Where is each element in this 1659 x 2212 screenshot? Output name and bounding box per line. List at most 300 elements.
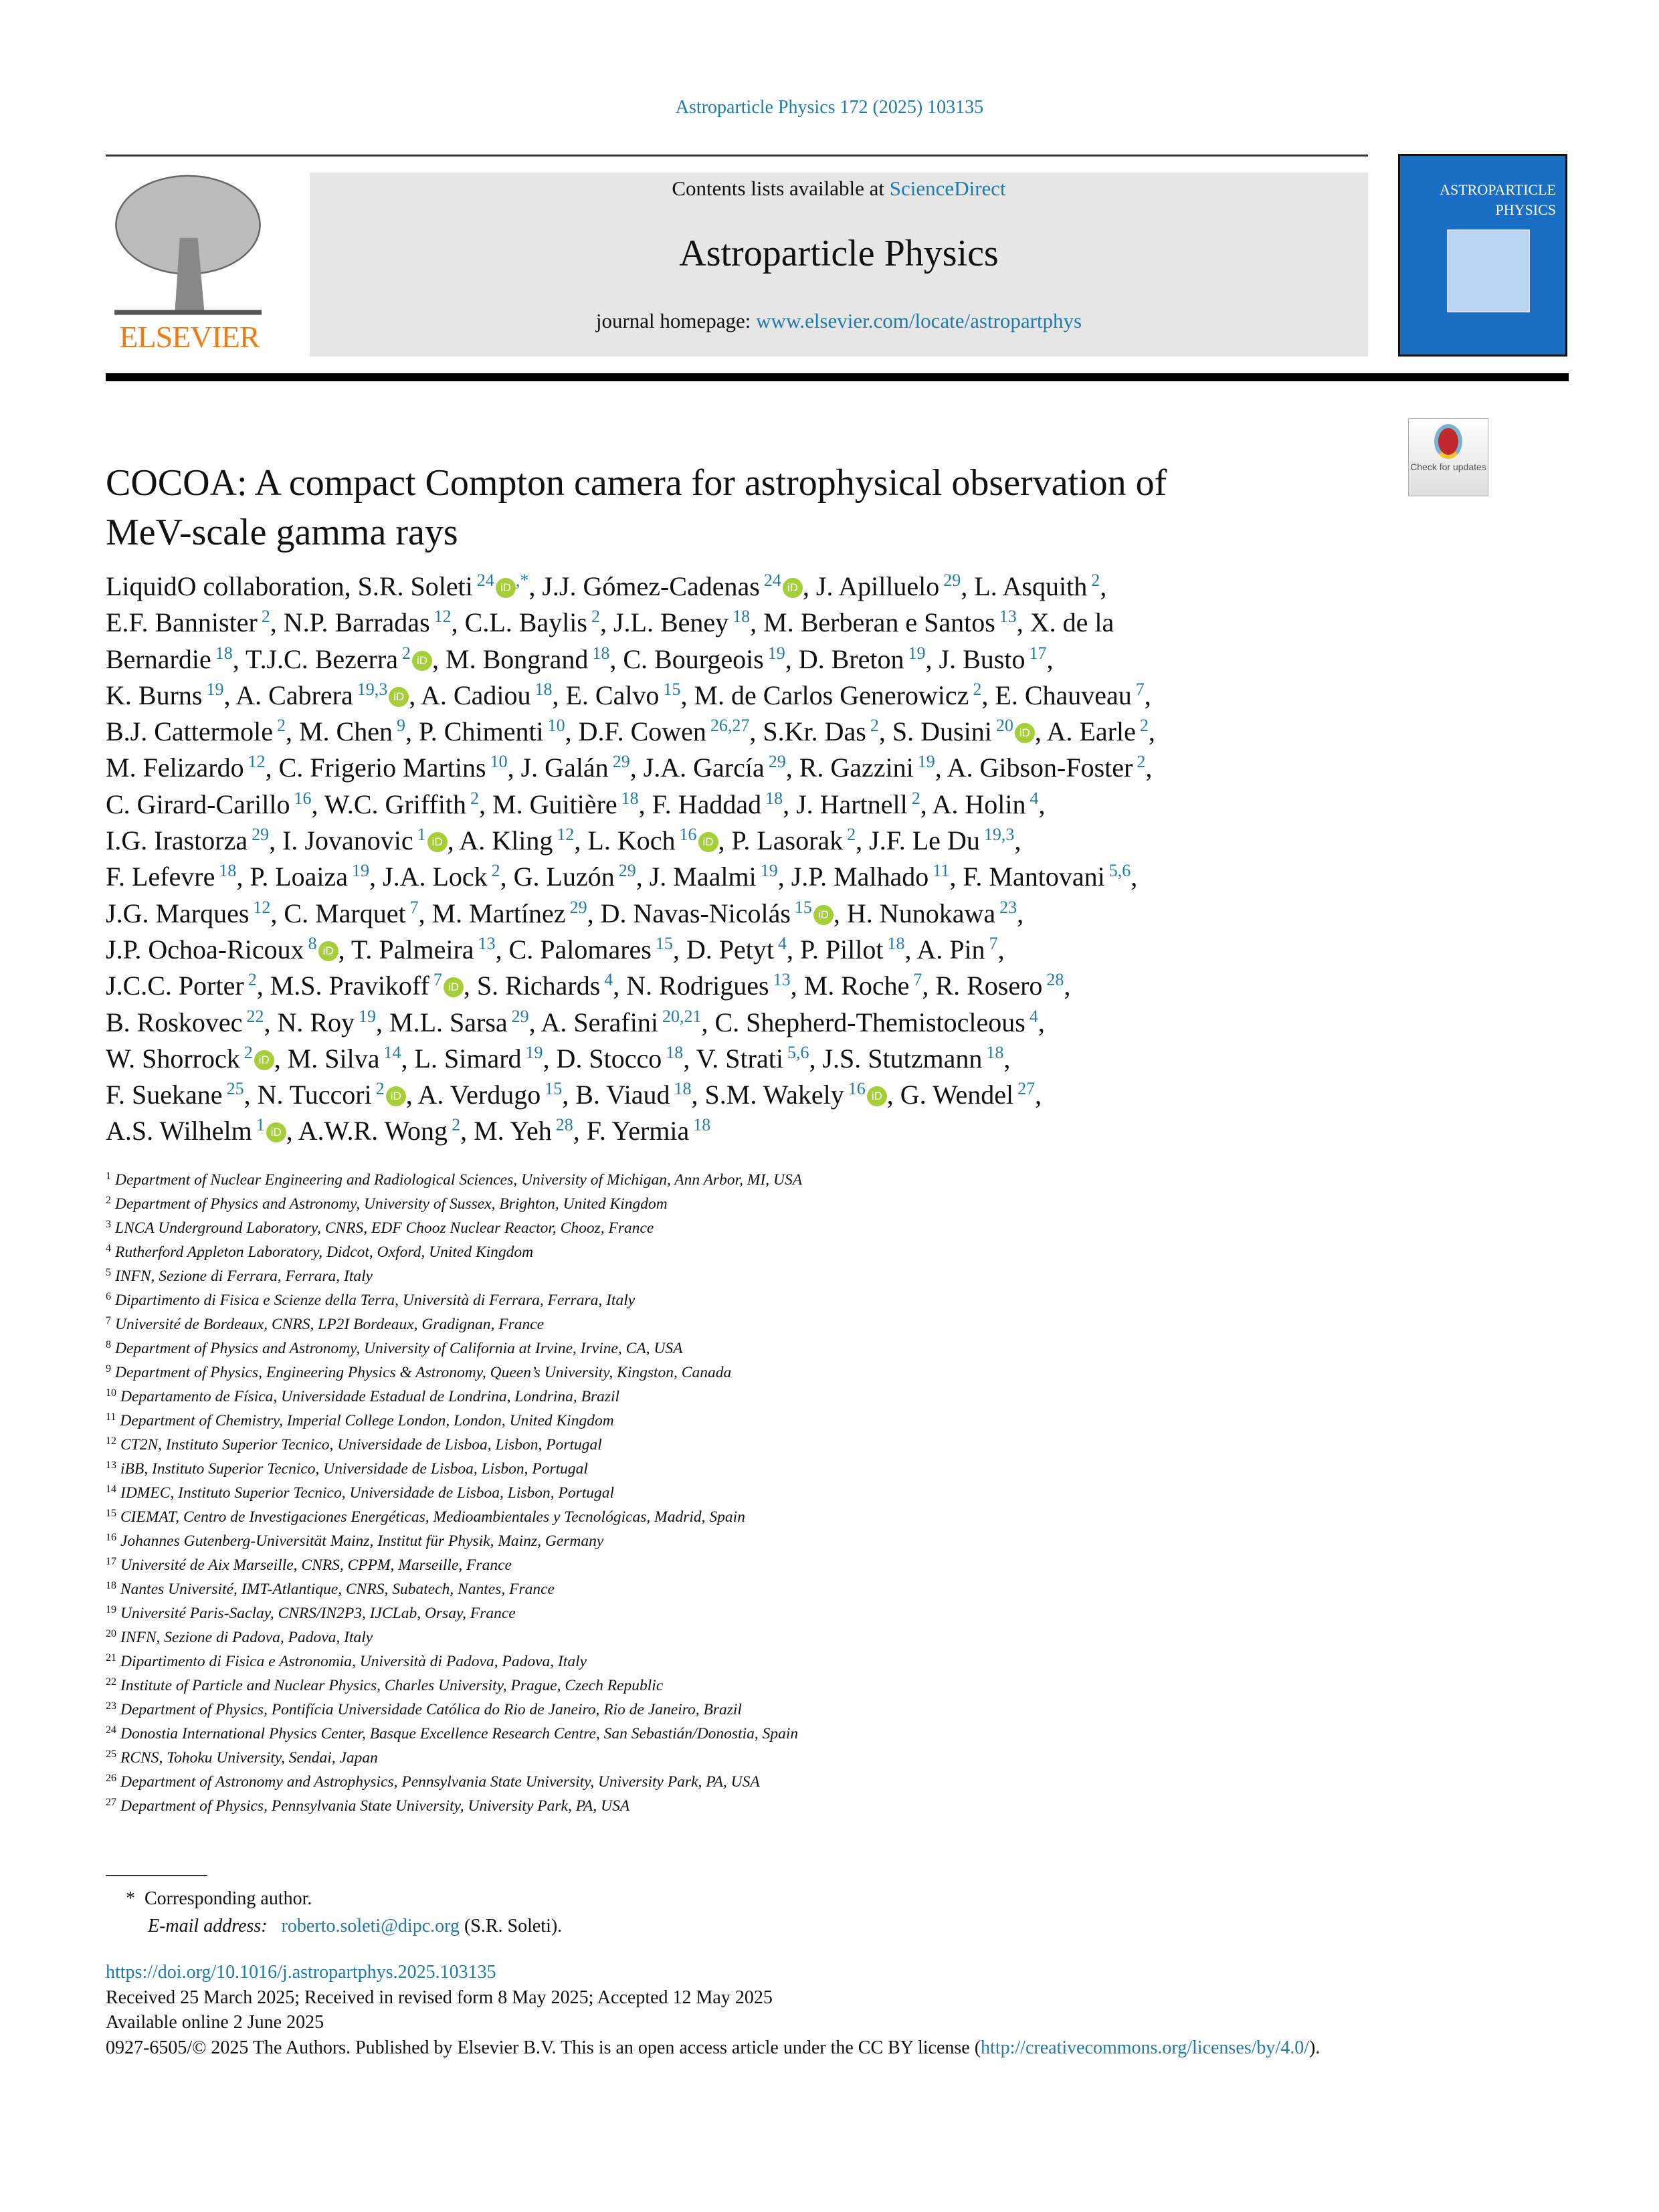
affiliation-number: 25 bbox=[106, 1748, 116, 1760]
author-line: M. Felizardo $^{12}$, C. Frigerio Martins $^{10}$, J. Galán $^{29}$, J.A. García $^{29}$, R. Gazzini $^{19}$, A. Gibson-Foster $^2$, bbox=[106, 752, 1153, 783]
author-name[interactable]: W. Shorrock bbox=[106, 1043, 240, 1074]
affiliation-ref[interactable]: 29 bbox=[768, 752, 786, 772]
author-name[interactable]: I.G. Irastorza bbox=[106, 825, 248, 856]
author-name[interactable]: L. Koch bbox=[587, 825, 676, 856]
license-link[interactable]: http://creativecommons.org/licenses/by/4.0/ bbox=[981, 2037, 1309, 2058]
author-name[interactable]: A. Serafini bbox=[541, 1007, 658, 1037]
affiliation-ref[interactable]: 29 bbox=[612, 752, 630, 772]
author-name[interactable]: D.F. Cowen bbox=[578, 716, 706, 747]
orcid-icon[interactable]: iD bbox=[1015, 723, 1035, 743]
affiliation-ref[interactable]: 12 bbox=[248, 752, 266, 772]
footnote bbox=[126, 1885, 562, 1940]
author-name[interactable]: E. Chauveau bbox=[995, 680, 1132, 710]
author-name[interactable]: B.J. Cattermole bbox=[106, 716, 273, 747]
author-name[interactable]: J. Hartnell bbox=[796, 789, 908, 819]
title-line-2: MeV-scale gamma rays bbox=[106, 512, 458, 553]
elsevier-logo[interactable] bbox=[106, 173, 273, 359]
affiliation-number: 9 bbox=[106, 1363, 111, 1375]
affiliation-ref[interactable]: 7 bbox=[913, 970, 922, 990]
affiliation-ref[interactable]: 28 bbox=[1046, 970, 1064, 990]
affiliation-text: Donostia International Physics Center, Basque Excellence Research Centre, San Sebastián/Donostia, Spain bbox=[120, 1725, 799, 1742]
author-name[interactable]: F. Mantovani bbox=[963, 862, 1105, 892]
author-name[interactable]: P. Loaiza bbox=[250, 862, 349, 892]
orcid-icon[interactable]: iD bbox=[389, 687, 409, 707]
author-name[interactable]: A.W.R. Wong bbox=[298, 1116, 448, 1146]
affiliation-text: INFN, Sezione di Ferrara, Ferrara, Italy bbox=[115, 1268, 373, 1285]
orcid-icon[interactable]: iD bbox=[783, 578, 803, 598]
article-title bbox=[106, 458, 1377, 557]
author-name[interactable]: N. Tuccori bbox=[257, 1080, 372, 1110]
author-name[interactable]: S. Dusini bbox=[892, 716, 992, 747]
affiliation-ref[interactable]: 26,27 bbox=[710, 716, 750, 736]
affiliation-ref[interactable]: 7 bbox=[1135, 679, 1145, 699]
affiliation bbox=[106, 1746, 1544, 1770]
affiliation-ref[interactable]: 2 bbox=[491, 861, 500, 881]
author-line: J.G. Marques $^{12}$, C. Marquet $^7$, M. Martínez $^{29}$, D. Navas-Nicolás $^{15}$ iD , H. Nunokawa $^{23}$, bbox=[106, 897, 1024, 928]
author-name[interactable]: S.M. Wakely bbox=[704, 1080, 844, 1110]
author-name[interactable]: P. Lasorak bbox=[731, 825, 844, 856]
affiliation-ref[interactable]: 22 bbox=[246, 1006, 264, 1026]
author-name[interactable]: M.L. Sarsa bbox=[389, 1007, 508, 1037]
author-name[interactable]: S.Kr. Das bbox=[763, 716, 866, 747]
author-name[interactable]: J. Apilluelo bbox=[815, 571, 940, 601]
author-line: W. Shorrock $^2$ iD , M. Silva $^{14}$, L. Simard $^{19}$, D. Stocco $^{18}$, V. Strati $^{5,6}$, J.S. Stutzmann $^{18}$, bbox=[106, 1042, 1011, 1074]
affiliation-ref[interactable]: 2 bbox=[973, 679, 982, 699]
affiliation-ref[interactable]: 13 bbox=[999, 607, 1017, 627]
affiliation-ref[interactable]: 18 bbox=[666, 1042, 684, 1062]
affiliation bbox=[106, 1698, 1544, 1722]
author-name[interactable]: J. Busto bbox=[939, 643, 1026, 674]
affiliation-ref[interactable]: 2 bbox=[470, 788, 480, 808]
author-line: F. Lefevre $^{18}$, P. Loaiza $^{19}$, J.A. Lock $^2$, G. Luzón $^{29}$, J. Maalmi $^{19}$, J.P. Malhado $^{11}$, F. Mantovani $^{5,6}$, bbox=[106, 861, 1138, 892]
affiliation-ref[interactable]: 19 bbox=[767, 643, 785, 663]
author-name[interactable]: F. Yermia bbox=[586, 1116, 690, 1146]
affiliation bbox=[106, 1288, 1544, 1312]
affiliation bbox=[106, 1168, 1544, 1192]
affiliation-ref[interactable]: 2 bbox=[276, 716, 286, 736]
author-name[interactable]: J. Galán bbox=[520, 752, 609, 783]
affiliation-text: Departamento de Física, Universidade Estadual de Londrina, Londrina, Brazil bbox=[120, 1388, 620, 1405]
affiliation-ref[interactable]: 2 bbox=[1137, 752, 1146, 772]
article-info bbox=[106, 1960, 1611, 2060]
affiliation bbox=[106, 1649, 1544, 1674]
check-for-updates-button[interactable] bbox=[1408, 418, 1488, 496]
affiliation bbox=[106, 1216, 1544, 1240]
affiliation-ref[interactable]: 10 bbox=[547, 716, 565, 736]
affiliation-ref[interactable]: 18 bbox=[215, 643, 233, 663]
affiliation-number: 6 bbox=[106, 1291, 111, 1302]
affiliation-number: 21 bbox=[106, 1652, 116, 1664]
affiliation-ref[interactable]: 10 bbox=[490, 752, 508, 772]
affiliation-ref[interactable]: 4 bbox=[1029, 1006, 1038, 1026]
doi-link[interactable]: https://doi.org/10.1016/j.astropartphys.2025.103135 bbox=[106, 1962, 496, 1983]
author-name[interactable]: P. Pillot bbox=[800, 934, 884, 965]
affiliation-ref[interactable]: 1 bbox=[256, 1115, 265, 1135]
affiliation-ref[interactable]: 19 bbox=[352, 861, 370, 881]
orcid-icon[interactable]: iD bbox=[386, 1086, 406, 1106]
affiliation-ref[interactable]: 27 bbox=[1017, 1079, 1036, 1099]
orcid-icon[interactable]: iD bbox=[412, 651, 432, 671]
orcid-icon[interactable]: iD bbox=[496, 578, 516, 598]
author-name[interactable]: M. Chen bbox=[298, 716, 393, 747]
journal-cover[interactable] bbox=[1398, 154, 1567, 357]
author-name[interactable]: M.S. Pravikoff bbox=[270, 971, 429, 1001]
author-name[interactable]: C. Frigerio Martins bbox=[278, 752, 486, 783]
orcid-icon[interactable]: iD bbox=[266, 1122, 286, 1142]
affiliation-ref[interactable]: 24 bbox=[763, 571, 781, 590]
affiliation-text: CT2N, Instituto Superior Tecnico, Universidade de Lisboa, Lisbon, Portugal bbox=[120, 1436, 602, 1453]
affiliation-text: Nantes Université, IMT-Atlantique, CNRS, Subatech, Nantes, France bbox=[120, 1581, 555, 1598]
journal-reference[interactable]: Astroparticle Physics 172 (2025) 103135 bbox=[675, 97, 984, 118]
author-name[interactable]: K. Burns bbox=[106, 680, 203, 710]
orcid-icon[interactable]: iD bbox=[427, 832, 448, 852]
author-name[interactable]: J.F. Le Du bbox=[869, 825, 980, 856]
title-line-1: COCOA: A compact Compton camera for astrophysical observation of bbox=[106, 462, 1167, 504]
author-name[interactable]: D. Petyt bbox=[686, 934, 774, 965]
affiliation bbox=[106, 1457, 1544, 1481]
affiliation-ref[interactable]: 20 bbox=[995, 716, 1013, 736]
affiliation-ref[interactable]: 13 bbox=[773, 970, 791, 990]
affiliation-ref[interactable]: 24 bbox=[476, 571, 494, 590]
affiliation-ref[interactable]: 18 bbox=[674, 1079, 692, 1099]
author-name[interactable]: S.R. Soleti bbox=[357, 571, 473, 601]
author-name[interactable]: B. Roskovec bbox=[106, 1007, 243, 1037]
affiliation bbox=[106, 1481, 1544, 1505]
affiliation-ref[interactable]: 19 bbox=[359, 1006, 377, 1026]
author-name[interactable]: J.G. Marques bbox=[106, 898, 250, 928]
author-name[interactable]: C.L. Baylis bbox=[464, 607, 587, 638]
author-name[interactable]: R. Rosero bbox=[935, 971, 1043, 1001]
author-name[interactable]: N. Rodrigues bbox=[626, 971, 769, 1001]
affiliation-ref[interactable]: 16 bbox=[679, 825, 697, 845]
affiliation-text: Department of Physics and Astronomy, University of California at Irvine, Irvine, CA, USA bbox=[115, 1340, 683, 1357]
sciencedirect-link[interactable]: ScienceDirect bbox=[889, 177, 1006, 200]
cover-title bbox=[1440, 180, 1556, 220]
affiliation-text: Université Paris-Saclay, CNRS/IN2P3, IJCLab, Orsay, France bbox=[120, 1605, 516, 1622]
affiliation-ref[interactable]: 18 bbox=[693, 1115, 711, 1135]
affiliation-ref[interactable]: 13 bbox=[478, 933, 496, 953]
affiliation-ref[interactable]: 19 bbox=[525, 1042, 543, 1062]
check-updates-icon bbox=[1434, 424, 1462, 459]
affiliation-ref[interactable]: 18 bbox=[733, 607, 751, 627]
contents-line bbox=[310, 173, 1368, 202]
affiliation-text: Dipartimento di Fisica e Astronomia, Università di Padova, Padova, Italy bbox=[120, 1653, 587, 1670]
corresponding-mark[interactable]: ,* bbox=[515, 571, 529, 590]
affiliation-ref[interactable]: 2 bbox=[243, 1042, 253, 1062]
affiliation-text: Institute of Particle and Nuclear Physics, Charles University, Prague, Czech Republic bbox=[120, 1677, 664, 1694]
author-name[interactable]: P. Chimenti bbox=[418, 716, 544, 747]
affiliation-ref[interactable]: 29 bbox=[252, 825, 270, 845]
author-name[interactable]: M. de Carlos Generowicz bbox=[694, 680, 969, 710]
author-name[interactable]: L. Asquith bbox=[974, 571, 1088, 601]
affiliation bbox=[106, 1264, 1544, 1288]
affiliation-text: Rutherford Appleton Laboratory, Didcot, Oxford, United Kingdom bbox=[115, 1243, 534, 1261]
elsevier-tree-icon bbox=[106, 173, 270, 320]
affiliation-ref[interactable]: 1 bbox=[417, 825, 426, 845]
author-line: J.P. Ochoa-Ricoux $^8$ iD , T. Palmeira $^{13}$, C. Palomares $^{15}$, D. Petyt $^4$, P. Pillot $^{18}$, A. Pin $^7$, bbox=[106, 933, 1005, 965]
affiliation-number: 12 bbox=[106, 1435, 116, 1447]
affiliation-ref[interactable]: 23 bbox=[999, 897, 1017, 917]
affiliation-ref[interactable]: 19,3 bbox=[983, 825, 1015, 845]
author-name[interactable]: M. Silva bbox=[287, 1043, 380, 1074]
affiliation-list bbox=[106, 1168, 1544, 1818]
affiliation-number: 15 bbox=[106, 1508, 116, 1519]
affiliation-ref[interactable]: 7 bbox=[409, 897, 419, 917]
affiliation-ref[interactable]: 19,3 bbox=[357, 679, 388, 699]
author-name[interactable]: S. Richards bbox=[476, 971, 601, 1001]
affiliation-ref[interactable]: 2 bbox=[452, 1115, 461, 1135]
affiliation-number: 7 bbox=[106, 1315, 111, 1326]
author-name[interactable]: F. Haddad bbox=[652, 789, 762, 819]
author-name[interactable]: J.L. Beney bbox=[613, 607, 729, 638]
author-name[interactable]: J. Maalmi bbox=[649, 862, 757, 892]
affiliation-ref[interactable]: 2 bbox=[1139, 716, 1149, 736]
journal-title: Astroparticle Physics bbox=[679, 233, 999, 274]
orcid-icon[interactable]: iD bbox=[444, 977, 464, 997]
author-name[interactable]: W.C. Griffith bbox=[324, 789, 467, 819]
affiliation-text: Department of Physics and Astronomy, University of Sussex, Brighton, United Kingdom bbox=[115, 1195, 668, 1213]
cover-title-2: PHYSICS bbox=[1495, 201, 1556, 218]
affiliation bbox=[106, 1529, 1544, 1553]
homepage-link[interactable]: www.elsevier.com/locate/astropartphys bbox=[756, 309, 1082, 332]
affiliation-ref[interactable]: 5,6 bbox=[787, 1042, 809, 1062]
affiliation-ref[interactable]: 8 bbox=[308, 933, 317, 953]
affiliation-number: 14 bbox=[106, 1484, 116, 1495]
affiliation-ref[interactable]: 19 bbox=[908, 643, 926, 663]
available-online: Available online 2 June 2025 bbox=[106, 2012, 324, 2033]
cover-title-1: ASTROPARTICLE bbox=[1440, 181, 1556, 198]
affiliation-number: 18 bbox=[106, 1580, 116, 1591]
author-name[interactable]: A. Earle bbox=[1046, 716, 1136, 747]
affiliation-ref[interactable]: 18 bbox=[986, 1042, 1004, 1062]
author-name[interactable]: J.P. Ochoa-Ricoux bbox=[106, 934, 304, 965]
author-name[interactable]: V. Strati bbox=[696, 1043, 783, 1074]
author-name[interactable]: M. Berberan e Santos bbox=[763, 607, 995, 638]
affiliation-text: Dipartimento di Fisica e Scienze della Terra, Università di Ferrara, Ferrara, Italy bbox=[115, 1292, 636, 1309]
author-name[interactable]: D. Stocco bbox=[556, 1043, 662, 1074]
license-prefix: 0927-6505/© 2025 The Authors. Published by Elsevier B.V. This is an open access article under the CC BY license ( bbox=[106, 2037, 981, 2058]
author-name[interactable]: J.S. Stutzmann bbox=[822, 1043, 983, 1074]
author-name[interactable]: H. Nunokawa bbox=[846, 898, 996, 928]
affiliation-ref[interactable]: 18 bbox=[765, 788, 783, 808]
affiliation-ref[interactable]: 16 bbox=[294, 788, 312, 808]
orcid-icon[interactable]: iD bbox=[813, 905, 834, 925]
author-name[interactable]: M. Yeh bbox=[474, 1116, 552, 1146]
affiliation bbox=[106, 1336, 1544, 1361]
author-name[interactable]: N.P. Barradas bbox=[283, 607, 430, 638]
author-name[interactable]: I. Jovanovic bbox=[282, 825, 413, 856]
journal-banner bbox=[310, 173, 1368, 357]
affiliation-ref[interactable]: 15 bbox=[663, 679, 681, 699]
author-name[interactable]: J.C.C. Porter bbox=[106, 971, 244, 1001]
affiliation-ref[interactable]: 2 bbox=[591, 607, 600, 627]
affiliation-ref[interactable]: 2 bbox=[847, 825, 856, 845]
affiliation-number: 22 bbox=[106, 1676, 116, 1688]
author-name[interactable]: A. Pin bbox=[916, 934, 985, 965]
affiliation-ref[interactable]: 15 bbox=[545, 1079, 563, 1099]
affiliation-ref[interactable]: 11 bbox=[933, 861, 950, 881]
author-name[interactable]: D. Breton bbox=[798, 643, 904, 674]
homepage-prefix: journal homepage: bbox=[595, 309, 757, 332]
affiliation-text: Department of Physics, Pontifícia Universidade Católica do Rio de Janeiro, Rio de Janeiro, Brazil bbox=[120, 1701, 742, 1718]
author-name[interactable]: A. Cabrera bbox=[235, 680, 353, 710]
affiliation-ref[interactable]: 7 bbox=[433, 970, 442, 990]
affiliation-ref[interactable]: 17 bbox=[1029, 643, 1047, 663]
author-name[interactable]: F. Suekane bbox=[106, 1080, 223, 1110]
author-name[interactable]: M. Bongrand bbox=[446, 643, 589, 674]
affiliation-ref[interactable]: 19 bbox=[206, 679, 224, 699]
author-name[interactable]: Bernardie bbox=[106, 643, 211, 674]
affiliation-ref[interactable]: 29 bbox=[943, 571, 961, 590]
affiliation-ref[interactable]: 4 bbox=[604, 970, 613, 990]
affiliation-ref[interactable]: 29 bbox=[569, 897, 587, 917]
check-updates-label: Check for updates bbox=[1410, 462, 1486, 472]
affiliation bbox=[106, 1553, 1544, 1577]
affiliation-ref[interactable]: 2 bbox=[870, 716, 879, 736]
author-name[interactable]: M. Felizardo bbox=[106, 752, 244, 783]
affiliation-ref[interactable]: 9 bbox=[396, 716, 405, 736]
author-name[interactable]: J.J. Gómez-Cadenas bbox=[542, 571, 760, 601]
author-name[interactable]: C. Palomares bbox=[508, 934, 652, 965]
contents-prefix: Contents lists available at bbox=[672, 177, 890, 200]
affiliation-ref[interactable]: 7 bbox=[989, 933, 998, 953]
author-name[interactable]: A. Verdugo bbox=[417, 1080, 541, 1110]
affiliation-ref[interactable]: 12 bbox=[433, 607, 452, 627]
author-name[interactable]: C. Girard-Carillo bbox=[106, 789, 290, 819]
affiliation-ref[interactable]: 18 bbox=[219, 861, 237, 881]
affiliation-ref[interactable]: 2 bbox=[1091, 571, 1100, 590]
author-name[interactable]: A. Gibson-Foster bbox=[947, 752, 1133, 783]
elsevier-wordmark: ELSEVIER bbox=[119, 320, 260, 354]
orcid-icon[interactable]: iD bbox=[867, 1086, 887, 1106]
affiliation-text: INFN, Sezione di Padova, Padova, Italy bbox=[120, 1629, 373, 1646]
orcid-icon[interactable]: iD bbox=[698, 832, 718, 852]
affiliation-ref[interactable]: 20,21 bbox=[662, 1006, 702, 1026]
affiliation-text: CIEMAT, Centro de Investigaciones Energéticas, Medioambientales y Tecnológicas, Madrid, Spain bbox=[120, 1508, 745, 1526]
author-line: F. Suekane $^{25}$, N. Tuccori $^2$ iD , A. Verdugo $^{15}$, B. Viaud $^{18}$, S.M. Wakely $^{16}$ iD , G. Wendel $^{27}$, bbox=[106, 1079, 1042, 1110]
email-link[interactable]: roberto.soleti@dipc.org bbox=[281, 1916, 460, 1936]
affiliation-ref[interactable]: 2 bbox=[248, 970, 257, 990]
affiliation bbox=[106, 1409, 1544, 1433]
affiliation-ref[interactable]: 25 bbox=[226, 1079, 244, 1099]
affiliation-number: 13 bbox=[106, 1460, 116, 1471]
footnote-rule bbox=[106, 1875, 207, 1876]
affiliation-ref[interactable]: 19 bbox=[917, 752, 935, 772]
author-line: E.F. Bannister $^2$, N.P. Barradas $^{12}$, C.L. Baylis $^2$, J.L. Beney $^{18}$, M. Berberan e Santos $^{13}$, X. de la bbox=[106, 607, 1114, 638]
affiliation-ref[interactable]: 19 bbox=[760, 861, 778, 881]
author-name[interactable]: A. Kling bbox=[459, 825, 553, 856]
affiliation bbox=[106, 1240, 1544, 1264]
affiliation bbox=[106, 1312, 1544, 1336]
orcid-icon[interactable]: iD bbox=[318, 941, 338, 961]
affiliation-text: IDMEC, Instituto Superior Tecnico, Universidade de Lisboa, Lisbon, Portugal bbox=[120, 1484, 615, 1502]
author-name[interactable]: X. de la bbox=[1030, 607, 1114, 638]
author-line: Bernardie $^{18}$, T.J.C. Bezerra $^2$ iD , M. Bongrand $^{18}$, C. Bourgeois $^{19}$, D. Breton $^{19}$, J. Busto $^{17}$, bbox=[106, 643, 1054, 674]
author-name[interactable]: C. Bourgeois bbox=[623, 643, 764, 674]
license-line bbox=[106, 2035, 1611, 2061]
affiliation-ref[interactable]: 2 bbox=[911, 788, 920, 808]
author-name[interactable]: E. Calvo bbox=[565, 680, 660, 710]
author-line: I.G. Irastorza $^{29}$, I. Jovanovic $^1$ iD , A. Kling $^{12}$, L. Koch $^{16}$ iD , P. Lasorak $^2$, J.F. Le Du $^{19,3}$, bbox=[106, 825, 1021, 856]
affiliation-text: LNCA Underground Laboratory, CNRS, EDF Chooz Nuclear Reactor, Chooz, France bbox=[115, 1219, 654, 1237]
author-name[interactable]: D. Navas-Nicolás bbox=[600, 898, 791, 928]
author-name[interactable]: T. Palmeira bbox=[351, 934, 474, 965]
author-name[interactable]: J.P. Malhado bbox=[791, 862, 929, 892]
orcid-icon[interactable]: iD bbox=[254, 1050, 274, 1070]
author-name[interactable]: R. Gazzini bbox=[799, 752, 914, 783]
author-name[interactable]: F. Lefevre bbox=[106, 862, 215, 892]
affiliation-ref[interactable]: 2 bbox=[402, 643, 411, 663]
affiliation-text: Université de Aix Marseille, CNRS, CPPM, Marseille, France bbox=[120, 1556, 512, 1574]
author-name[interactable]: G. Luzón bbox=[513, 862, 615, 892]
affiliation-ref[interactable]: 12 bbox=[557, 825, 575, 845]
author-name[interactable]: M. Roche bbox=[803, 971, 910, 1001]
affiliation bbox=[106, 1192, 1544, 1216]
affiliation bbox=[106, 1625, 1544, 1649]
affiliation-ref[interactable]: 14 bbox=[383, 1042, 401, 1062]
header-thick-rule bbox=[106, 373, 1569, 381]
affiliation-ref[interactable]: 12 bbox=[253, 897, 271, 917]
author-name[interactable]: LiquidO collaboration bbox=[106, 571, 345, 601]
affiliation-ref[interactable]: 15 bbox=[794, 897, 812, 917]
affiliation-number: 23 bbox=[106, 1700, 116, 1712]
author-name[interactable]: T.J.C. Bezerra bbox=[245, 643, 399, 674]
author-name[interactable]: E.F. Bannister bbox=[106, 607, 258, 638]
affiliation bbox=[106, 1674, 1544, 1698]
author-name[interactable]: M. Guitière bbox=[492, 789, 617, 819]
author-name[interactable]: L. Simard bbox=[414, 1043, 522, 1074]
license-suffix: ). bbox=[1309, 2037, 1321, 2058]
author-name[interactable]: A. Holin bbox=[932, 789, 1026, 819]
affiliation-number: 1 bbox=[106, 1171, 111, 1182]
author-name[interactable]: J.A. García bbox=[643, 752, 765, 783]
author-name[interactable]: G. Wendel bbox=[900, 1080, 1014, 1110]
author-name[interactable]: J.A. Lock bbox=[383, 862, 488, 892]
author-name[interactable]: A.S. Wilhelm bbox=[106, 1116, 252, 1146]
affiliation-ref[interactable]: 18 bbox=[621, 788, 639, 808]
author-line: B.J. Cattermole $^2$, M. Chen $^9$, P. Chimenti $^{10}$, D.F. Cowen $^{26,27}$, S.Kr. Das $^2$, S. Dusini $^{20}$ iD , A. Earle $^2$, bbox=[106, 716, 1155, 747]
footnote-mark: * bbox=[126, 1888, 135, 1909]
author-name[interactable]: M. Martínez bbox=[431, 898, 566, 928]
affiliation-ref[interactable]: 28 bbox=[555, 1115, 573, 1135]
affiliation-ref[interactable]: 18 bbox=[592, 643, 610, 663]
author-line: C. Girard-Carillo $^{16}$, W.C. Griffith $^2$, M. Guitière $^{18}$, F. Haddad $^{18}$, J. Hartnell $^2$, A. Holin $^4$, bbox=[106, 788, 1046, 819]
affiliation-number: 19 bbox=[106, 1604, 116, 1615]
affiliation-number: 3 bbox=[106, 1219, 111, 1230]
affiliation-ref[interactable]: 4 bbox=[778, 933, 787, 953]
affiliation-ref[interactable]: 4 bbox=[1030, 788, 1039, 808]
affiliation bbox=[106, 1722, 1544, 1746]
affiliation-ref[interactable]: 2 bbox=[261, 607, 270, 627]
affiliation-ref[interactable]: 2 bbox=[375, 1079, 385, 1099]
author-name[interactable]: C. Marquet bbox=[284, 898, 406, 928]
affiliation-ref[interactable]: 16 bbox=[848, 1079, 866, 1099]
author-name[interactable]: N. Roy bbox=[277, 1007, 355, 1037]
affiliation-ref[interactable]: 29 bbox=[511, 1006, 529, 1026]
affiliation-ref[interactable]: 29 bbox=[618, 861, 636, 881]
affiliation-ref[interactable]: 5,6 bbox=[1108, 861, 1131, 881]
author-name[interactable]: C. Shepherd-Themistocleous bbox=[714, 1007, 1026, 1037]
affiliation-number: 5 bbox=[106, 1267, 111, 1278]
affiliation-ref[interactable]: 18 bbox=[534, 679, 553, 699]
affiliation bbox=[106, 1385, 1544, 1409]
author-name[interactable]: A. Cadiou bbox=[421, 680, 531, 710]
affiliation-ref[interactable]: 18 bbox=[887, 933, 905, 953]
author-name[interactable]: B. Viaud bbox=[575, 1080, 670, 1110]
affiliation-number: 16 bbox=[106, 1532, 116, 1543]
cover-artwork bbox=[1447, 229, 1530, 312]
affiliation-ref[interactable]: 15 bbox=[655, 933, 673, 953]
